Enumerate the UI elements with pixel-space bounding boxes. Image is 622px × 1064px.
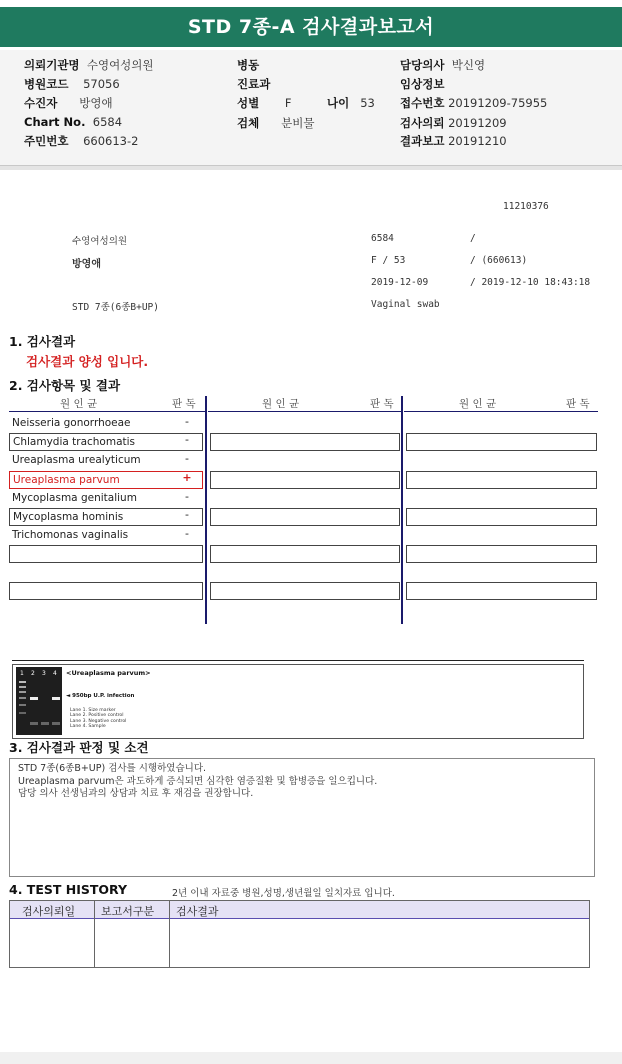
empty-row bbox=[406, 582, 597, 600]
empty-row bbox=[210, 508, 400, 526]
history-col-divider bbox=[169, 901, 170, 967]
empty-row bbox=[406, 471, 597, 489]
header-age: 나이 53 bbox=[327, 96, 375, 110]
header-jumin: 주민번호 660613-2 bbox=[24, 134, 139, 148]
header-hospital: 의뢰기관명 수영여성의원 bbox=[24, 58, 154, 72]
meta-hospital: 수영여성의원 bbox=[72, 236, 128, 247]
header-specimen: 검체 분비물 bbox=[237, 116, 315, 130]
svg-text:1: 1 bbox=[20, 670, 24, 677]
empty-row bbox=[210, 545, 400, 563]
header-department: 진료과 bbox=[237, 77, 271, 91]
empty-row bbox=[406, 433, 597, 451]
header-sex: 성별 F bbox=[237, 96, 292, 110]
col3-header-name: 원 인 균 bbox=[459, 398, 497, 410]
opinion-line: STD 7종(6종B+UP) 검사를 시행하였습니다. bbox=[18, 763, 207, 774]
result-mark: - bbox=[185, 415, 189, 428]
header-receipt-no: 접수번호 20191209-75955 bbox=[400, 96, 548, 110]
empty-row bbox=[406, 545, 597, 563]
empty-row bbox=[9, 582, 203, 600]
section-4-heading: 4. TEST HISTORY bbox=[9, 882, 128, 897]
gel-legend-item: Lane 2. Positive control bbox=[70, 713, 124, 719]
svg-text:2: 2 bbox=[31, 670, 35, 677]
col1-header-judge: 판 독 bbox=[172, 398, 196, 410]
result-mark: - bbox=[185, 452, 189, 465]
col3-header-rule bbox=[404, 411, 598, 412]
result-mark: - bbox=[185, 433, 189, 446]
header-hospital-code: 병원코드 57056 bbox=[24, 77, 120, 91]
column-separator-1 bbox=[205, 396, 207, 624]
empty-row bbox=[210, 471, 400, 489]
header-report-date: 결과보고 20191210 bbox=[400, 134, 507, 148]
meta-date-report: / 2019-12-10 18:43:18 bbox=[470, 277, 591, 288]
section-3-heading: 3. 검사결과 판정 및 소견 bbox=[9, 740, 149, 755]
col2-header-judge: 판 독 bbox=[370, 398, 394, 410]
organism-row: Mycoplasma hominis bbox=[9, 508, 203, 526]
meta-slash: / bbox=[470, 233, 476, 244]
history-col-report-type: 보고서구분 bbox=[101, 905, 155, 918]
empty-row bbox=[210, 433, 400, 451]
organism-row-positive: Ureaplasma parvum bbox=[9, 471, 203, 489]
result-mark: - bbox=[185, 527, 189, 540]
svg-text:3: 3 bbox=[42, 670, 46, 677]
header-chart-no: Chart No. 6584 bbox=[24, 115, 123, 129]
section-2-heading: 2. 검사항목 및 결과 bbox=[9, 378, 121, 393]
history-table bbox=[9, 900, 590, 968]
history-col-result: 검사결과 bbox=[176, 905, 219, 918]
empty-row bbox=[9, 545, 203, 563]
header-request-date: 검사의뢰 20191209 bbox=[400, 116, 507, 130]
organism-row: Ureaplasma urealyticum bbox=[12, 454, 141, 466]
meta-jumin: / (660613) bbox=[470, 255, 528, 266]
opinion-line: 담당 의사 선생님과의 상담과 치료 후 재검을 권장합니다. bbox=[18, 788, 254, 799]
history-col-divider bbox=[94, 901, 95, 967]
col2-header-name: 원 인 균 bbox=[262, 398, 300, 410]
result-mark-positive: + bbox=[182, 471, 192, 484]
header-patient: 수진자 방영애 bbox=[24, 96, 113, 110]
svg-text:4: 4 bbox=[53, 670, 57, 677]
meta-patient: 방영애 bbox=[72, 259, 101, 270]
gel-legend-item: Lane 4. Sample bbox=[70, 724, 106, 730]
organism-row: Mycoplasma genitalium bbox=[12, 492, 137, 504]
gel-electrophoresis-image bbox=[16, 667, 62, 735]
meta-sex-age: F / 53 bbox=[371, 255, 406, 266]
column-separator-2 bbox=[401, 396, 403, 624]
doc-number: 11210376 bbox=[503, 201, 549, 212]
gel-title: <Ureaplasma parvum> bbox=[66, 669, 151, 677]
header-clinical-info: 임상정보 bbox=[400, 77, 445, 91]
gel-band-annotation: ◄ 950bp U.P. infection bbox=[66, 693, 135, 699]
col1-header-rule bbox=[9, 411, 205, 412]
organism-row: Chlamydia trachomatis bbox=[9, 433, 203, 451]
header-ward: 병동 bbox=[237, 58, 260, 72]
organism-row: Trichomonas vaginalis bbox=[12, 529, 129, 541]
history-table-header bbox=[10, 901, 589, 919]
meta-test-name: STD 7종(6종B+UP) bbox=[72, 302, 159, 313]
result-mark: - bbox=[185, 490, 189, 503]
header-doctor: 담당의사 박신영 bbox=[400, 58, 486, 72]
report-title: STD 7종-A 검사결과보고서 bbox=[0, 7, 622, 47]
history-note: 2년 이내 자료중 병원,성명,생년월일 일치자료 입니다. bbox=[172, 888, 395, 899]
gel-bands bbox=[16, 667, 62, 735]
gel-legend bbox=[70, 708, 126, 730]
meta-specimen: Vaginal swab bbox=[371, 299, 440, 310]
empty-row bbox=[406, 508, 597, 526]
header-divider bbox=[0, 166, 622, 170]
organism-row: Neisseria gonorrhoeae bbox=[12, 417, 131, 429]
col2-header-rule bbox=[208, 411, 401, 412]
page-footer-band bbox=[0, 1052, 622, 1064]
col1-header-name: 원 인 균 bbox=[60, 398, 98, 410]
gel-legend-item: Lane 1. Size marker bbox=[70, 708, 116, 713]
col3-header-judge: 판 독 bbox=[566, 398, 590, 410]
opinion-line: Ureaplasma parvum은 과도하게 증식되면 심각한 염증질환 및 합병증을 일으킵니다. bbox=[18, 775, 378, 787]
opinion-box bbox=[9, 758, 595, 877]
gel-legend-item: Lane 3. Negative control bbox=[70, 718, 127, 724]
history-col-request-date: 검사의뢰일 bbox=[22, 905, 76, 918]
meta-chart: 6584 bbox=[371, 233, 394, 244]
section-1-heading: 1. 검사결과 bbox=[9, 334, 76, 349]
positive-result-text: 검사결과 양성 입니다. bbox=[26, 354, 149, 369]
empty-row bbox=[210, 582, 400, 600]
report-header bbox=[0, 50, 622, 166]
meta-date-request: 2019-12-09 bbox=[371, 277, 429, 288]
result-mark: - bbox=[185, 508, 189, 521]
